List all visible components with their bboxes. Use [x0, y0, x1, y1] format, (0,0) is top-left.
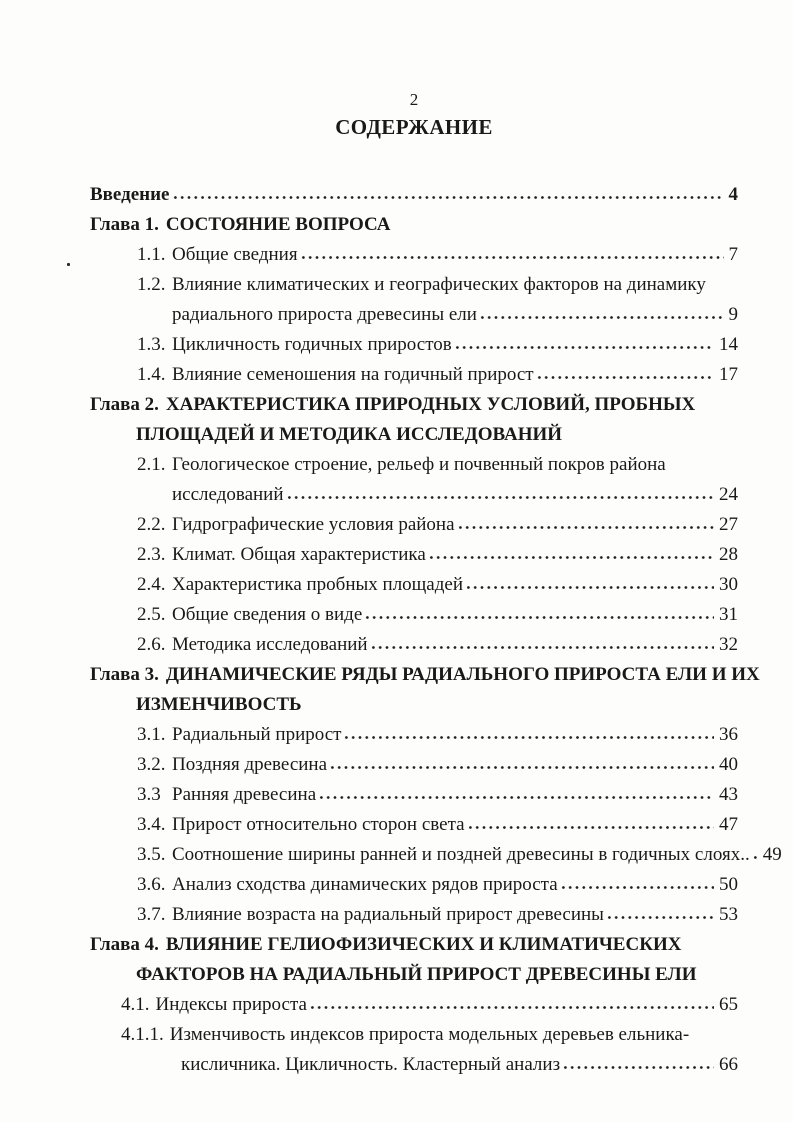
dot-leader: [752, 855, 758, 860]
toc-entry-number: Глава 4.: [90, 934, 159, 955]
toc-row: [90, 960, 738, 990]
toc-row: [90, 180, 738, 210]
toc-entry-number: 2.3.: [137, 544, 166, 565]
toc-entry-page: 7: [728, 244, 738, 265]
toc-entry-text: Анализ сходства динамических рядов прироста: [172, 874, 558, 895]
toc-entry-number: 2.2.: [137, 514, 166, 535]
toc-entry-text: Характеристика пробных площадей: [172, 574, 464, 595]
table-of-contents: [90, 180, 782, 1080]
toc-row: [90, 210, 738, 240]
toc-entry-number: 3.6.: [137, 874, 166, 895]
toc-entry-text: Климат. Общая характеристика: [172, 544, 426, 565]
toc-entry-text: Методика исследований: [172, 634, 368, 655]
toc-entry-number: 2.4.: [137, 574, 166, 595]
toc-entry-page: 30: [719, 574, 738, 595]
toc-entry-text: Ранняя древесина: [172, 784, 317, 805]
dot-leader: [370, 645, 714, 650]
toc-entry-number: 2.1.: [137, 454, 166, 475]
toc-entry-number: 4.1.1.: [121, 1024, 164, 1045]
toc-row: [90, 900, 738, 930]
toc-entry-page: 65: [719, 994, 738, 1015]
toc-row: [90, 570, 738, 600]
toc-entry-text: Цикличность годичных приростов: [172, 334, 452, 355]
toc-entry-number: 1.1.: [137, 244, 166, 265]
toc-row: [90, 1050, 738, 1080]
toc-entry-text: Введение: [90, 184, 170, 205]
dot-leader: [467, 825, 714, 830]
toc-entry-page: 53: [719, 904, 738, 925]
toc-entry-text: ПЛОЩАДЕЙ И МЕТОДИКА ИССЛЕДОВАНИЙ: [136, 424, 563, 445]
toc-entry-text: Общие сведения о виде: [172, 604, 363, 625]
toc-entry-text: исследований: [172, 484, 284, 505]
toc-row: [90, 540, 738, 570]
dot-leader: [457, 525, 714, 530]
dot-leader: [329, 765, 714, 770]
dot-leader: [343, 735, 714, 740]
toc-entry-number: 3.7.: [137, 904, 166, 925]
toc-entry-page: 4: [728, 184, 738, 205]
toc-entry-text: Влияние климатических и географических факторов на динамику: [172, 274, 706, 295]
toc-entry-page: 43: [719, 784, 738, 805]
toc-entry-number: Глава 3.: [90, 664, 159, 685]
toc-entry-text: Изменчивость индексов прироста модельных деревьев ельника-: [169, 1024, 690, 1045]
toc-entry-page: 27: [719, 514, 738, 535]
toc-entry-number: 3.1.: [137, 724, 166, 745]
toc-row: [90, 990, 738, 1020]
toc-entry-page: 36: [719, 724, 738, 745]
toc-entry-text: Радиальный прирост: [172, 724, 342, 745]
toc-entry-page: 49: [762, 844, 782, 865]
toc-entry-page: 14: [719, 334, 738, 355]
toc-row: [90, 660, 760, 690]
toc-entry-number: 3.3: [137, 784, 161, 805]
dot-leader: [606, 915, 714, 920]
toc-entry-text: кисличника. Цикличность. Кластерный анализ: [181, 1054, 561, 1075]
dot-leader: [300, 255, 724, 260]
toc-row: [90, 450, 738, 480]
toc-row: [90, 240, 738, 270]
toc-row: [90, 600, 738, 630]
toc-row: [90, 330, 738, 360]
toc-row: [90, 390, 738, 420]
toc-row: [90, 810, 738, 840]
toc-entry-number: 2.6.: [137, 634, 166, 655]
toc-entry-number: 3.2.: [137, 754, 166, 775]
toc-entry-number: Глава 1.: [90, 214, 159, 235]
toc-row: [90, 690, 738, 720]
toc-row: [90, 510, 738, 540]
dot-leader: [318, 795, 714, 800]
dot-leader: [364, 615, 714, 620]
toc-entry-text: Индексы прироста: [155, 994, 307, 1015]
toc-entry-text: Общие сведния: [172, 244, 298, 265]
dot-leader: [286, 495, 714, 500]
dot-leader: [479, 315, 724, 320]
toc-entry-text: ИЗМЕНЧИВОСТЬ: [136, 694, 302, 715]
toc-entry-page: 47: [719, 814, 738, 835]
toc-entry-number: 2.5.: [137, 604, 166, 625]
toc-row: [90, 360, 738, 390]
toc-entry-text: Влияние семеношения на годичный прирост: [172, 364, 534, 385]
toc-row: [90, 780, 738, 810]
toc-entry-page: 66: [719, 1054, 738, 1075]
toc-entry-text: Соотношение ширины ранней и поздней древесины в годичных слоях..: [172, 844, 750, 865]
toc-row: [90, 300, 738, 330]
toc-row: [90, 270, 738, 300]
toc-entry-text: ВЛИЯНИЕ ГЕЛИОФИЗИЧЕСКИХ И КЛИМАТИЧЕСКИХ: [165, 934, 682, 955]
dot-leader: [428, 555, 714, 560]
toc-row: [90, 420, 738, 450]
toc-entry-number: 4.1.: [121, 994, 150, 1015]
toc-entry-text: Прирост относительно сторон света: [172, 814, 465, 835]
toc-row: [90, 720, 738, 750]
toc-row: [90, 750, 738, 780]
toc-entry-text: Гидрографические условия района: [172, 514, 455, 535]
toc-entry-page: 24: [719, 484, 738, 505]
dot-leader: [562, 1065, 714, 1070]
toc-entry-text: ФАКТОРОВ НА РАДИАЛЬНЫЙ ПРИРОСТ ДРЕВЕСИНЫ ЕЛИ: [136, 964, 697, 985]
page-title: СОДЕРЖАНИЕ: [335, 115, 493, 139]
toc-row: [90, 480, 738, 510]
toc-entry-number: 3.4.: [137, 814, 166, 835]
toc-entry-text: ХАРАКТЕРИСТИКА ПРИРОДНЫХ УСЛОВИЙ, ПРОБНЫХ: [165, 394, 696, 415]
dot-leader: [465, 585, 714, 590]
toc-entry-number: 1.3.: [137, 334, 166, 355]
toc-entry-page: 32: [719, 634, 738, 655]
toc-row: [90, 930, 738, 960]
toc-entry-page: 9: [728, 304, 738, 325]
dot-leader: [454, 345, 714, 350]
toc-entry-page: 50: [719, 874, 738, 895]
toc-entry-page: 28: [719, 544, 738, 565]
toc-entry-text: радиального прироста древесины ели: [172, 304, 477, 325]
toc-entry-text: СОСТОЯНИЕ ВОПРОСА: [165, 214, 391, 235]
toc-entry-number: Глава 2.: [90, 394, 159, 415]
scan-artifact-dot: [67, 263, 70, 266]
toc-entry-number: 1.4.: [137, 364, 166, 385]
dot-leader: [309, 1005, 714, 1010]
toc-entry-number: 3.5.: [137, 844, 166, 865]
toc-entry-text: Поздняя древесина: [172, 754, 328, 775]
toc-row: [90, 1020, 738, 1050]
toc-row: [90, 870, 738, 900]
toc-entry-number: 1.2.: [137, 274, 166, 295]
toc-entry-text: Геологическое строение, рельеф и почвенный покров района: [172, 454, 666, 475]
dot-leader: [536, 375, 714, 380]
dot-leader: [172, 195, 724, 200]
toc-row: [90, 840, 782, 870]
toc-entry-text: ДИНАМИЧЕСКИЕ РЯДЫ РАДИАЛЬНОГО ПРИРОСТА ЕЛИ И ИХ: [165, 664, 760, 685]
toc-entry-page: 17: [719, 364, 738, 385]
toc-entry-text: Влияние возраста на радиальный прирост древесины: [172, 904, 604, 925]
toc-row: [90, 630, 738, 660]
dot-leader: [560, 885, 714, 890]
page-number: 2: [409, 90, 419, 109]
toc-entry-page: 40: [719, 754, 738, 775]
toc-entry-page: 31: [719, 604, 738, 625]
